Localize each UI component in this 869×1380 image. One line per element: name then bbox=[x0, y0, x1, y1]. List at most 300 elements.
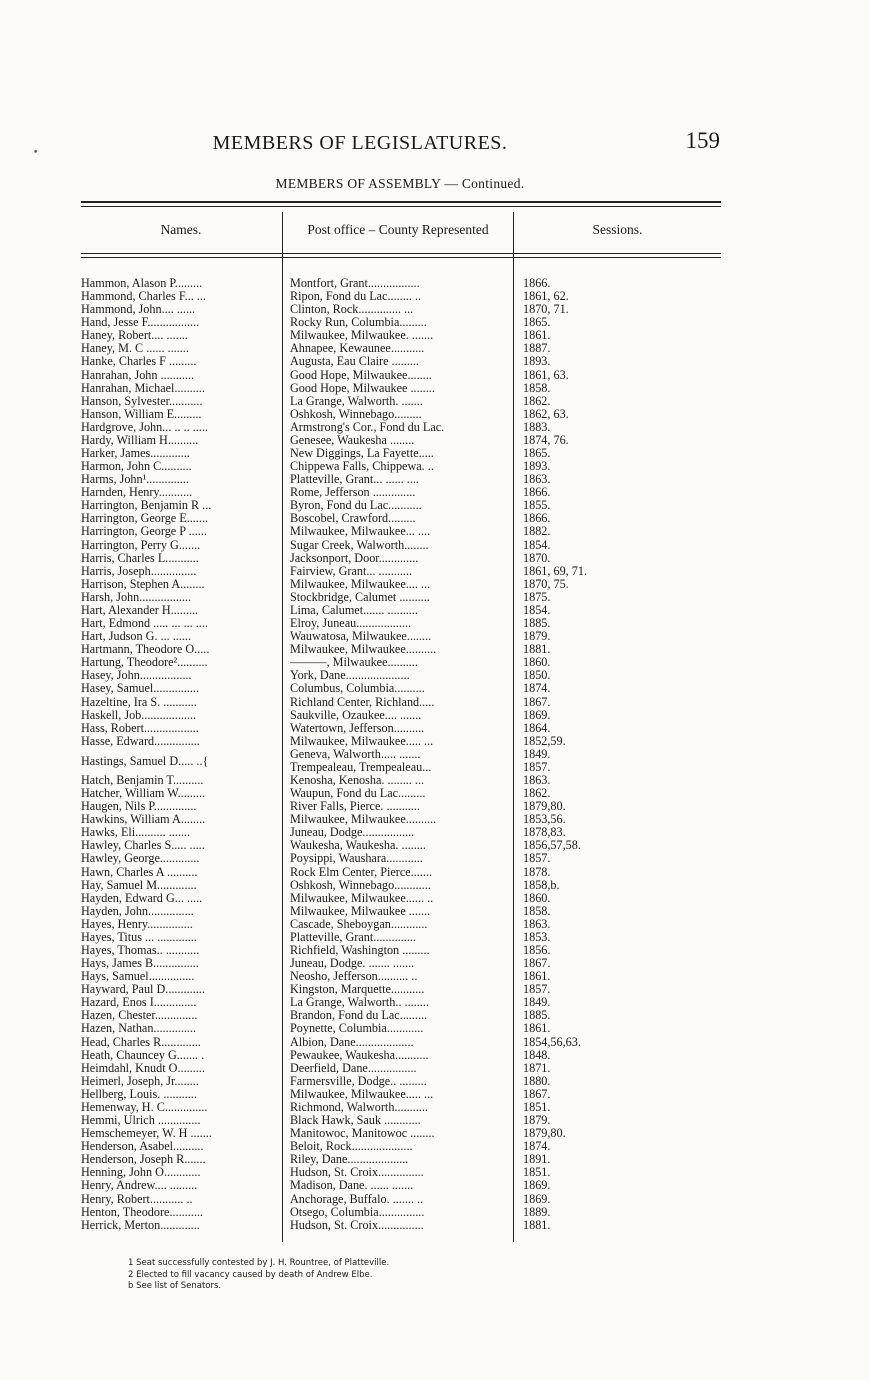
table-row bbox=[81, 604, 721, 617]
table-row bbox=[81, 918, 721, 931]
sessions: 1874, 76. bbox=[523, 433, 569, 447]
sessions: 1851. bbox=[523, 1100, 551, 1114]
sessions: 1858,b. bbox=[523, 878, 560, 892]
post-office-line: Trempealeau, Trempealeau... bbox=[290, 759, 432, 774]
sessions: 1879. bbox=[523, 630, 551, 644]
member-name: Hammond, Charles F... ... bbox=[81, 290, 206, 304]
member-name: Hasey, Samuel............... bbox=[81, 682, 200, 696]
table-top-rule bbox=[81, 201, 721, 203]
table-row bbox=[81, 525, 721, 538]
member-name: Hazen, Chester.............. bbox=[81, 1009, 198, 1023]
table-row bbox=[81, 748, 721, 774]
post-office: Richland Center, Richland..... bbox=[290, 695, 435, 709]
post-office: Milwaukee, Milwaukee. ....... bbox=[290, 329, 434, 343]
sessions: 1878. bbox=[523, 865, 551, 879]
table-row bbox=[81, 735, 721, 748]
post-office: Deerfield, Dane................ bbox=[290, 1061, 417, 1075]
table-row bbox=[81, 473, 721, 486]
post-office: Poysippi, Waushara............ bbox=[290, 852, 423, 866]
sessions: 1861, 62. bbox=[523, 290, 569, 304]
member-name: Harms, John¹.............. bbox=[81, 473, 189, 487]
sessions: 1874. bbox=[523, 682, 551, 696]
member-name: Hazeltine, Ira S. ........... bbox=[81, 695, 197, 709]
footnotes bbox=[128, 1258, 688, 1293]
sessions: 1861, 69, 71. bbox=[523, 564, 587, 578]
member-name: Hemmi, Ulrich .............. bbox=[81, 1114, 201, 1128]
sessions: 1866. bbox=[523, 277, 551, 290]
sessions: 1885. bbox=[523, 617, 551, 631]
table-row bbox=[81, 512, 721, 525]
table-caption: MEMBERS OF ASSEMBLY — Continued. bbox=[275, 176, 525, 191]
post-office: Beloit, Rock.................... bbox=[290, 1140, 413, 1154]
sessions: 1858. bbox=[523, 381, 551, 395]
table-row bbox=[81, 342, 721, 355]
member-name: Henderson, Joseph R....... bbox=[81, 1153, 206, 1167]
member-name: Hartmann, Theodore O..... bbox=[81, 643, 210, 657]
post-office: River Falls, Pierce. ........... bbox=[290, 800, 420, 814]
post-office: Anchorage, Buffalo. ....... .. bbox=[290, 1192, 424, 1206]
post-office: Sugar Creek, Walworth........ bbox=[290, 538, 429, 552]
member-name: Harrington, George E....... bbox=[81, 512, 209, 526]
post-office: Milwaukee, Milwaukee... .... bbox=[290, 525, 431, 539]
sessions-column-header: Sessions. bbox=[592, 222, 643, 237]
post-office: Neosho, Jefferson.......... .. bbox=[290, 970, 418, 984]
post-office: Milwaukee, Milwaukee..... ... bbox=[290, 734, 434, 748]
table-row bbox=[81, 682, 721, 695]
page-number: 159 bbox=[685, 128, 720, 153]
table-row bbox=[81, 630, 721, 643]
sessions: 1893. bbox=[523, 460, 551, 474]
member-name: Hazard, Enos I.............. bbox=[81, 996, 197, 1010]
member-name: Head, Charles R............. bbox=[81, 1035, 201, 1049]
table-row bbox=[81, 1140, 721, 1153]
page-header bbox=[0, 124, 869, 164]
member-name: Harmon, John C.......... bbox=[81, 460, 192, 474]
member-name: Hanson, William E......... bbox=[81, 407, 202, 421]
post-office: Pewaukee, Waukesha........... bbox=[290, 1048, 429, 1062]
post-office: Cascade, Sheboygan............ bbox=[290, 917, 428, 931]
member-name: Hasey, John................. bbox=[81, 669, 192, 683]
sessions: 1863. bbox=[523, 774, 551, 787]
member-name: Hanrahan, Michael.......... bbox=[81, 381, 205, 395]
post-office: Hudson, St. Croix............... bbox=[290, 1166, 424, 1180]
post-office: Milwaukee, Milwaukee.......... bbox=[290, 813, 437, 827]
table-row bbox=[81, 421, 721, 434]
table-row bbox=[81, 931, 721, 944]
post-office: Milwaukee, Milwaukee ....... bbox=[290, 904, 431, 918]
member-name: Heimdahl, Knudt O......... bbox=[81, 1061, 205, 1075]
post-office: Juneau, Dodge................. bbox=[290, 826, 415, 840]
sessions: 1854. bbox=[523, 538, 551, 552]
member-name: Haney, M. C ...... ....... bbox=[81, 342, 189, 356]
table-row bbox=[81, 957, 721, 970]
post-office: Madison, Dane. ...... ....... bbox=[290, 1179, 414, 1193]
post-office: Farmersville, Dodge.. ......... bbox=[290, 1074, 427, 1088]
post-office: ———, Milwaukee.......... bbox=[290, 656, 418, 670]
sessions: 1883. bbox=[523, 420, 551, 434]
member-name: Hemschemeyer, W. H ....... bbox=[81, 1127, 212, 1141]
post-office: Rock Elm Center, Pierce....... bbox=[290, 865, 433, 879]
table-row bbox=[81, 578, 721, 591]
post-office: Montfort, Grant................. bbox=[290, 277, 420, 290]
table-top-rule-thin bbox=[81, 206, 721, 207]
footnote-1: 1 Seat successfully contested by J. H. Rountree, of Platteville. bbox=[128, 1258, 390, 1268]
sessions: 1867. bbox=[523, 957, 551, 971]
post-office: York, Dane..................... bbox=[290, 669, 410, 683]
table-row bbox=[81, 1127, 721, 1140]
table-row bbox=[81, 1062, 721, 1075]
sessions: 1861. bbox=[523, 970, 551, 984]
sessions: 1861. bbox=[523, 329, 551, 343]
post-office: Oshkosh, Winnebago......... bbox=[290, 407, 422, 421]
post-office: La Grange, Walworth.. ........ bbox=[290, 996, 429, 1010]
sessions: 1870. bbox=[523, 551, 551, 565]
sessions: 1864. bbox=[523, 721, 551, 735]
member-name: Hayden, John............... bbox=[81, 904, 194, 918]
table-row bbox=[81, 1036, 721, 1049]
member-name: Hanson, Sylvester........... bbox=[81, 394, 203, 408]
sessions: 1874. bbox=[523, 1140, 551, 1154]
post-office: Richfield, Washington ......... bbox=[290, 944, 430, 958]
sessions: 1869. bbox=[523, 1179, 551, 1193]
table-row bbox=[81, 277, 721, 290]
member-name: Harrington, Perry G....... bbox=[81, 538, 201, 552]
sessions: 1848. bbox=[523, 1048, 551, 1062]
post-office: Otsego, Columbia............... bbox=[290, 1205, 425, 1219]
members-table-body bbox=[81, 277, 721, 1232]
footnote-2: 2 Elected to fill vacancy caused by death of Andrew Elbe. bbox=[128, 1269, 373, 1280]
post-office: Clinton, Rock.............. ... bbox=[290, 303, 414, 317]
sessions: 1871. bbox=[523, 1061, 551, 1075]
running-title: MEMBERS OF LEGISLATURES. bbox=[212, 132, 508, 154]
table-row bbox=[81, 1101, 721, 1114]
table-row bbox=[81, 355, 721, 368]
sessions: 1893. bbox=[523, 355, 551, 369]
post-office: Stockbridge, Calumet .......... bbox=[290, 590, 430, 604]
member-name: Hayward, Paul D............. bbox=[81, 983, 205, 997]
member-name: Hatch, Benjamin T.......... bbox=[81, 774, 204, 787]
post-office: Milwaukee, Milwaukee..... ... bbox=[290, 1087, 434, 1101]
post-office: Boscobel, Crawford......... bbox=[290, 512, 416, 526]
member-name: Herrick, Merton............. bbox=[81, 1218, 200, 1232]
member-name: Harker, James............. bbox=[81, 447, 190, 461]
post-office: Byron, Fond du Lac........... bbox=[290, 499, 422, 513]
sessions: 1882. bbox=[523, 525, 551, 539]
table-row bbox=[81, 447, 721, 460]
post-office: Watertown, Jefferson.......... bbox=[290, 721, 425, 735]
post-office-column-header: Post office – County Represented bbox=[307, 222, 489, 237]
post-office: Riley, Dane.................... bbox=[290, 1153, 409, 1167]
sessions: 1881. bbox=[523, 643, 551, 657]
sessions: 1869. bbox=[523, 708, 551, 722]
member-name: Henning, John O............ bbox=[81, 1166, 201, 1180]
member-name: Hart, Judson G. ... ...... bbox=[81, 630, 192, 644]
table-row bbox=[81, 303, 721, 316]
member-name: Hellberg, Louis. ........... bbox=[81, 1087, 197, 1101]
table-row bbox=[81, 1153, 721, 1166]
table-row bbox=[81, 643, 721, 656]
table-row bbox=[81, 499, 721, 512]
member-name: Hayes, Thomas.. ........... bbox=[81, 944, 200, 958]
sessions: 1881. bbox=[523, 1218, 551, 1232]
sessions: 1889. bbox=[523, 1205, 551, 1219]
post-office: Milwaukee, Milwaukee.... ... bbox=[290, 577, 431, 591]
member-name: Hart, Alexander H......... bbox=[81, 603, 199, 617]
member-name: Heath, Chauncey G....... . bbox=[81, 1048, 205, 1062]
table-row bbox=[81, 1206, 721, 1219]
sessions: 1857. bbox=[523, 852, 551, 866]
sessions: 1854,56,63. bbox=[523, 1035, 581, 1049]
table-row bbox=[81, 617, 721, 630]
table-row bbox=[81, 970, 721, 983]
sessions: 1856. bbox=[523, 944, 551, 958]
member-name: Hart, Edmond ..... ... ... .... bbox=[81, 617, 208, 631]
post-office: Good Hope, Milwaukee ........ bbox=[290, 381, 435, 395]
post-office bbox=[290, 748, 512, 774]
post-office: Wauwatosa, Milwaukee........ bbox=[290, 630, 432, 644]
table-row bbox=[81, 329, 721, 342]
post-office: Juneau, Dodge. ....... ....... bbox=[290, 957, 415, 971]
post-office: Milwaukee, Milwaukee.......... bbox=[290, 643, 437, 657]
sessions: 1878,83. bbox=[523, 826, 566, 840]
sessions: 1866. bbox=[523, 512, 551, 526]
sessions bbox=[523, 748, 713, 774]
member-name: Hayden, Edward G... ..... bbox=[81, 891, 203, 905]
table-row bbox=[81, 1075, 721, 1088]
member-name: Hanke, Charles F ......... bbox=[81, 355, 197, 369]
member-name: Henry, Robert........... .. bbox=[81, 1192, 193, 1206]
table-row bbox=[81, 813, 721, 826]
post-office: Milwaukee, Milwaukee...... .. bbox=[290, 891, 434, 905]
sessions: 1850. bbox=[523, 669, 551, 683]
sessions: 1879. bbox=[523, 1114, 551, 1128]
table-row bbox=[81, 434, 721, 447]
post-office: Elroy, Juneau.................. bbox=[290, 617, 412, 631]
member-name: Harrington, George P ...... bbox=[81, 525, 207, 539]
post-office: Poynette, Columbia............ bbox=[290, 1022, 424, 1036]
post-office: Albion, Dane................... bbox=[290, 1035, 414, 1049]
sessions: 1858. bbox=[523, 904, 551, 918]
table-row bbox=[81, 656, 721, 669]
post-office: Good Hope, Milwaukee........ bbox=[290, 368, 432, 382]
table-row bbox=[81, 787, 721, 800]
sessions: 1879,80. bbox=[523, 1127, 566, 1141]
sessions-line: 1849. bbox=[523, 747, 551, 761]
sessions: 1855. bbox=[523, 499, 551, 513]
member-name: Hawn, Charles A .......... bbox=[81, 865, 198, 879]
post-office: Waukesha, Waukesha. ........ bbox=[290, 839, 426, 853]
member-name: Harris, Joseph............... bbox=[81, 564, 197, 578]
table-row bbox=[81, 800, 721, 813]
sessions: 1853. bbox=[523, 930, 551, 944]
member-name: Harnden, Henry........... bbox=[81, 486, 193, 500]
sessions: 1867. bbox=[523, 695, 551, 709]
member-name: Harrington, Benjamin R ... bbox=[81, 499, 212, 513]
member-name: Haskell, Job.................. bbox=[81, 708, 197, 722]
table-row bbox=[81, 669, 721, 682]
sessions: 1867. bbox=[523, 1087, 551, 1101]
post-office: Richmond, Walworth........... bbox=[290, 1100, 428, 1114]
table-row bbox=[81, 369, 721, 382]
table-row bbox=[81, 1049, 721, 1062]
footnote-b: b See list of Senators. bbox=[128, 1281, 222, 1291]
sessions: 1875. bbox=[523, 590, 551, 604]
member-name: Harris, Charles L........... bbox=[81, 551, 199, 565]
member-name: Haugen, Nils P.............. bbox=[81, 800, 197, 814]
post-office: Augusta, Eau Claire ......... bbox=[290, 355, 419, 369]
sessions: 1856,57,58. bbox=[523, 839, 581, 853]
sessions: 1865. bbox=[523, 447, 551, 461]
table-row bbox=[81, 460, 721, 473]
post-office: Columbus, Columbia.......... bbox=[290, 682, 425, 696]
table-row bbox=[81, 905, 721, 918]
sessions: 1852,59. bbox=[523, 734, 566, 748]
table-row bbox=[81, 591, 721, 604]
member-name: Hanrahan, John ........... bbox=[81, 368, 195, 382]
table-row bbox=[81, 826, 721, 839]
post-office: Platteville, Grant... ...... .... bbox=[290, 473, 419, 487]
table-row bbox=[81, 1022, 721, 1035]
post-office: Black Hawk, Sauk ............ bbox=[290, 1114, 421, 1128]
sessions: 1887. bbox=[523, 342, 551, 356]
table-row bbox=[81, 1166, 721, 1179]
post-office: Saukville, Ozaukee.... ....... bbox=[290, 708, 422, 722]
sessions: 1861, 63. bbox=[523, 368, 569, 382]
table-row bbox=[81, 1179, 721, 1192]
sessions: 1891. bbox=[523, 1153, 551, 1167]
member-name: Hammond, John.... ...... bbox=[81, 303, 196, 317]
member-name: Hayes, Titus ... ............. bbox=[81, 930, 197, 944]
sessions: 1863. bbox=[523, 917, 551, 931]
table-row bbox=[81, 1219, 721, 1232]
sessions: 1861. bbox=[523, 1022, 551, 1036]
sessions: 1866. bbox=[523, 486, 551, 500]
member-name: Hastings, Samuel D..... ..{ bbox=[81, 753, 209, 768]
table-row bbox=[81, 879, 721, 892]
table-row bbox=[81, 382, 721, 395]
post-office: Oshkosh, Winnebago............ bbox=[290, 878, 431, 892]
table-row bbox=[81, 290, 721, 303]
table-row bbox=[81, 1193, 721, 1206]
post-office: Waupun, Fond du Lac......... bbox=[290, 787, 426, 801]
sessions: 1862. bbox=[523, 787, 551, 801]
post-office: Ripon, Fond du Lac........ .. bbox=[290, 290, 422, 304]
member-name: Hay, Samuel M............. bbox=[81, 878, 197, 892]
names-column-header: Names. bbox=[160, 222, 202, 237]
margin-mark: • bbox=[33, 148, 39, 158]
post-office: Jacksonport, Door............. bbox=[290, 551, 419, 565]
table-row bbox=[81, 774, 721, 787]
member-name: Hatcher, William W......... bbox=[81, 787, 206, 801]
member-name: Hawley, George............. bbox=[81, 852, 200, 866]
table-row bbox=[81, 316, 721, 329]
member-name: Henry, Andrew.... ......... bbox=[81, 1179, 198, 1193]
post-office: Lima, Calumet....... .......... bbox=[290, 603, 418, 617]
table-row bbox=[81, 1114, 721, 1127]
post-office: Hudson, St. Croix............... bbox=[290, 1218, 424, 1232]
table-row bbox=[81, 539, 721, 552]
post-office: New Diggings, La Fayette..... bbox=[290, 447, 434, 461]
member-name: Hasse, Edward............... bbox=[81, 734, 200, 748]
post-office: Brandon, Fond du Lac......... bbox=[290, 1009, 428, 1023]
sessions: 1853,56. bbox=[523, 813, 566, 827]
member-name: Henderson, Asabel.......... bbox=[81, 1140, 204, 1154]
member-name: Henton, Theodore........... bbox=[81, 1205, 203, 1219]
post-office-line: Geneva, Walworth..... ....... bbox=[290, 747, 421, 761]
table-row bbox=[81, 996, 721, 1009]
post-office: Rome, Jefferson .............. bbox=[290, 486, 416, 500]
sessions: 1851. bbox=[523, 1166, 551, 1180]
member-name: Hayes, Henry............... bbox=[81, 917, 193, 931]
table-row bbox=[81, 983, 721, 996]
member-name: Harsh, John................. bbox=[81, 590, 192, 604]
member-name: Heimerl, Joseph, Jr........ bbox=[81, 1074, 199, 1088]
table-row bbox=[81, 722, 721, 735]
member-name: Hays, James B............... bbox=[81, 957, 199, 971]
sessions: 1885. bbox=[523, 1009, 551, 1023]
post-office: Genesee, Waukesha ........ bbox=[290, 433, 415, 447]
post-office: La Grange, Walworth. ....... bbox=[290, 394, 423, 408]
sessions: 1857. bbox=[523, 983, 551, 997]
member-name: Hand, Jesse F................. bbox=[81, 316, 200, 330]
table-row bbox=[81, 866, 721, 879]
member-name: Hartung, Theodore².......... bbox=[81, 656, 208, 670]
table-row bbox=[81, 565, 721, 578]
sessions: 1879,80. bbox=[523, 800, 566, 814]
table-row bbox=[81, 709, 721, 722]
sessions: 1862, 63. bbox=[523, 407, 569, 421]
member-name: Hammon, Alason P......... bbox=[81, 277, 203, 290]
sessions: 1880. bbox=[523, 1074, 551, 1088]
post-office: Platteville, Grant.............. bbox=[290, 930, 416, 944]
sessions: 1869. bbox=[523, 1192, 551, 1206]
member-name: Harrison, Stephen A........ bbox=[81, 577, 205, 591]
sessions: 1870, 71. bbox=[523, 303, 569, 317]
sessions: 1862. bbox=[523, 394, 551, 408]
sessions: 1849. bbox=[523, 996, 551, 1010]
member-name: Hazen, Nathan.............. bbox=[81, 1022, 197, 1036]
table-row bbox=[81, 839, 721, 852]
table-row bbox=[81, 408, 721, 421]
post-office: Kingston, Marquette........... bbox=[290, 983, 425, 997]
post-office: Kenosha, Kenosha. ........ ... bbox=[290, 774, 425, 787]
sessions: 1863. bbox=[523, 473, 551, 487]
member-name: Hays, Samuel............... bbox=[81, 970, 195, 984]
sessions: 1865. bbox=[523, 316, 551, 330]
sessions: 1854. bbox=[523, 603, 551, 617]
table-row bbox=[81, 486, 721, 499]
member-name: Hawkins, William A........ bbox=[81, 813, 206, 827]
member-name: Hardy, William H.......... bbox=[81, 433, 199, 447]
member-name: Hawks, Eli.......... ....... bbox=[81, 826, 191, 840]
header-bottom-rule-thin bbox=[81, 257, 721, 258]
member-name: Hass, Robert.................. bbox=[81, 721, 199, 735]
post-office: Ahnapee, Kewaunee........... bbox=[290, 342, 425, 356]
table-row bbox=[81, 696, 721, 709]
post-office: Rocky Run, Columbia......... bbox=[290, 316, 427, 330]
sessions: 1860. bbox=[523, 891, 551, 905]
table-row bbox=[81, 892, 721, 905]
post-office: Fairview, Grant... ........... bbox=[290, 564, 413, 578]
table-row bbox=[81, 1009, 721, 1022]
table-row bbox=[81, 395, 721, 408]
post-office: Manitowoc, Manitowoc ........ bbox=[290, 1127, 435, 1141]
member-name: Hawley, Charles S..... ..... bbox=[81, 839, 205, 853]
header-bottom-rule bbox=[81, 253, 721, 254]
sessions: 1860. bbox=[523, 656, 551, 670]
sessions-line: 1857. bbox=[523, 759, 551, 774]
table-row bbox=[81, 1088, 721, 1101]
